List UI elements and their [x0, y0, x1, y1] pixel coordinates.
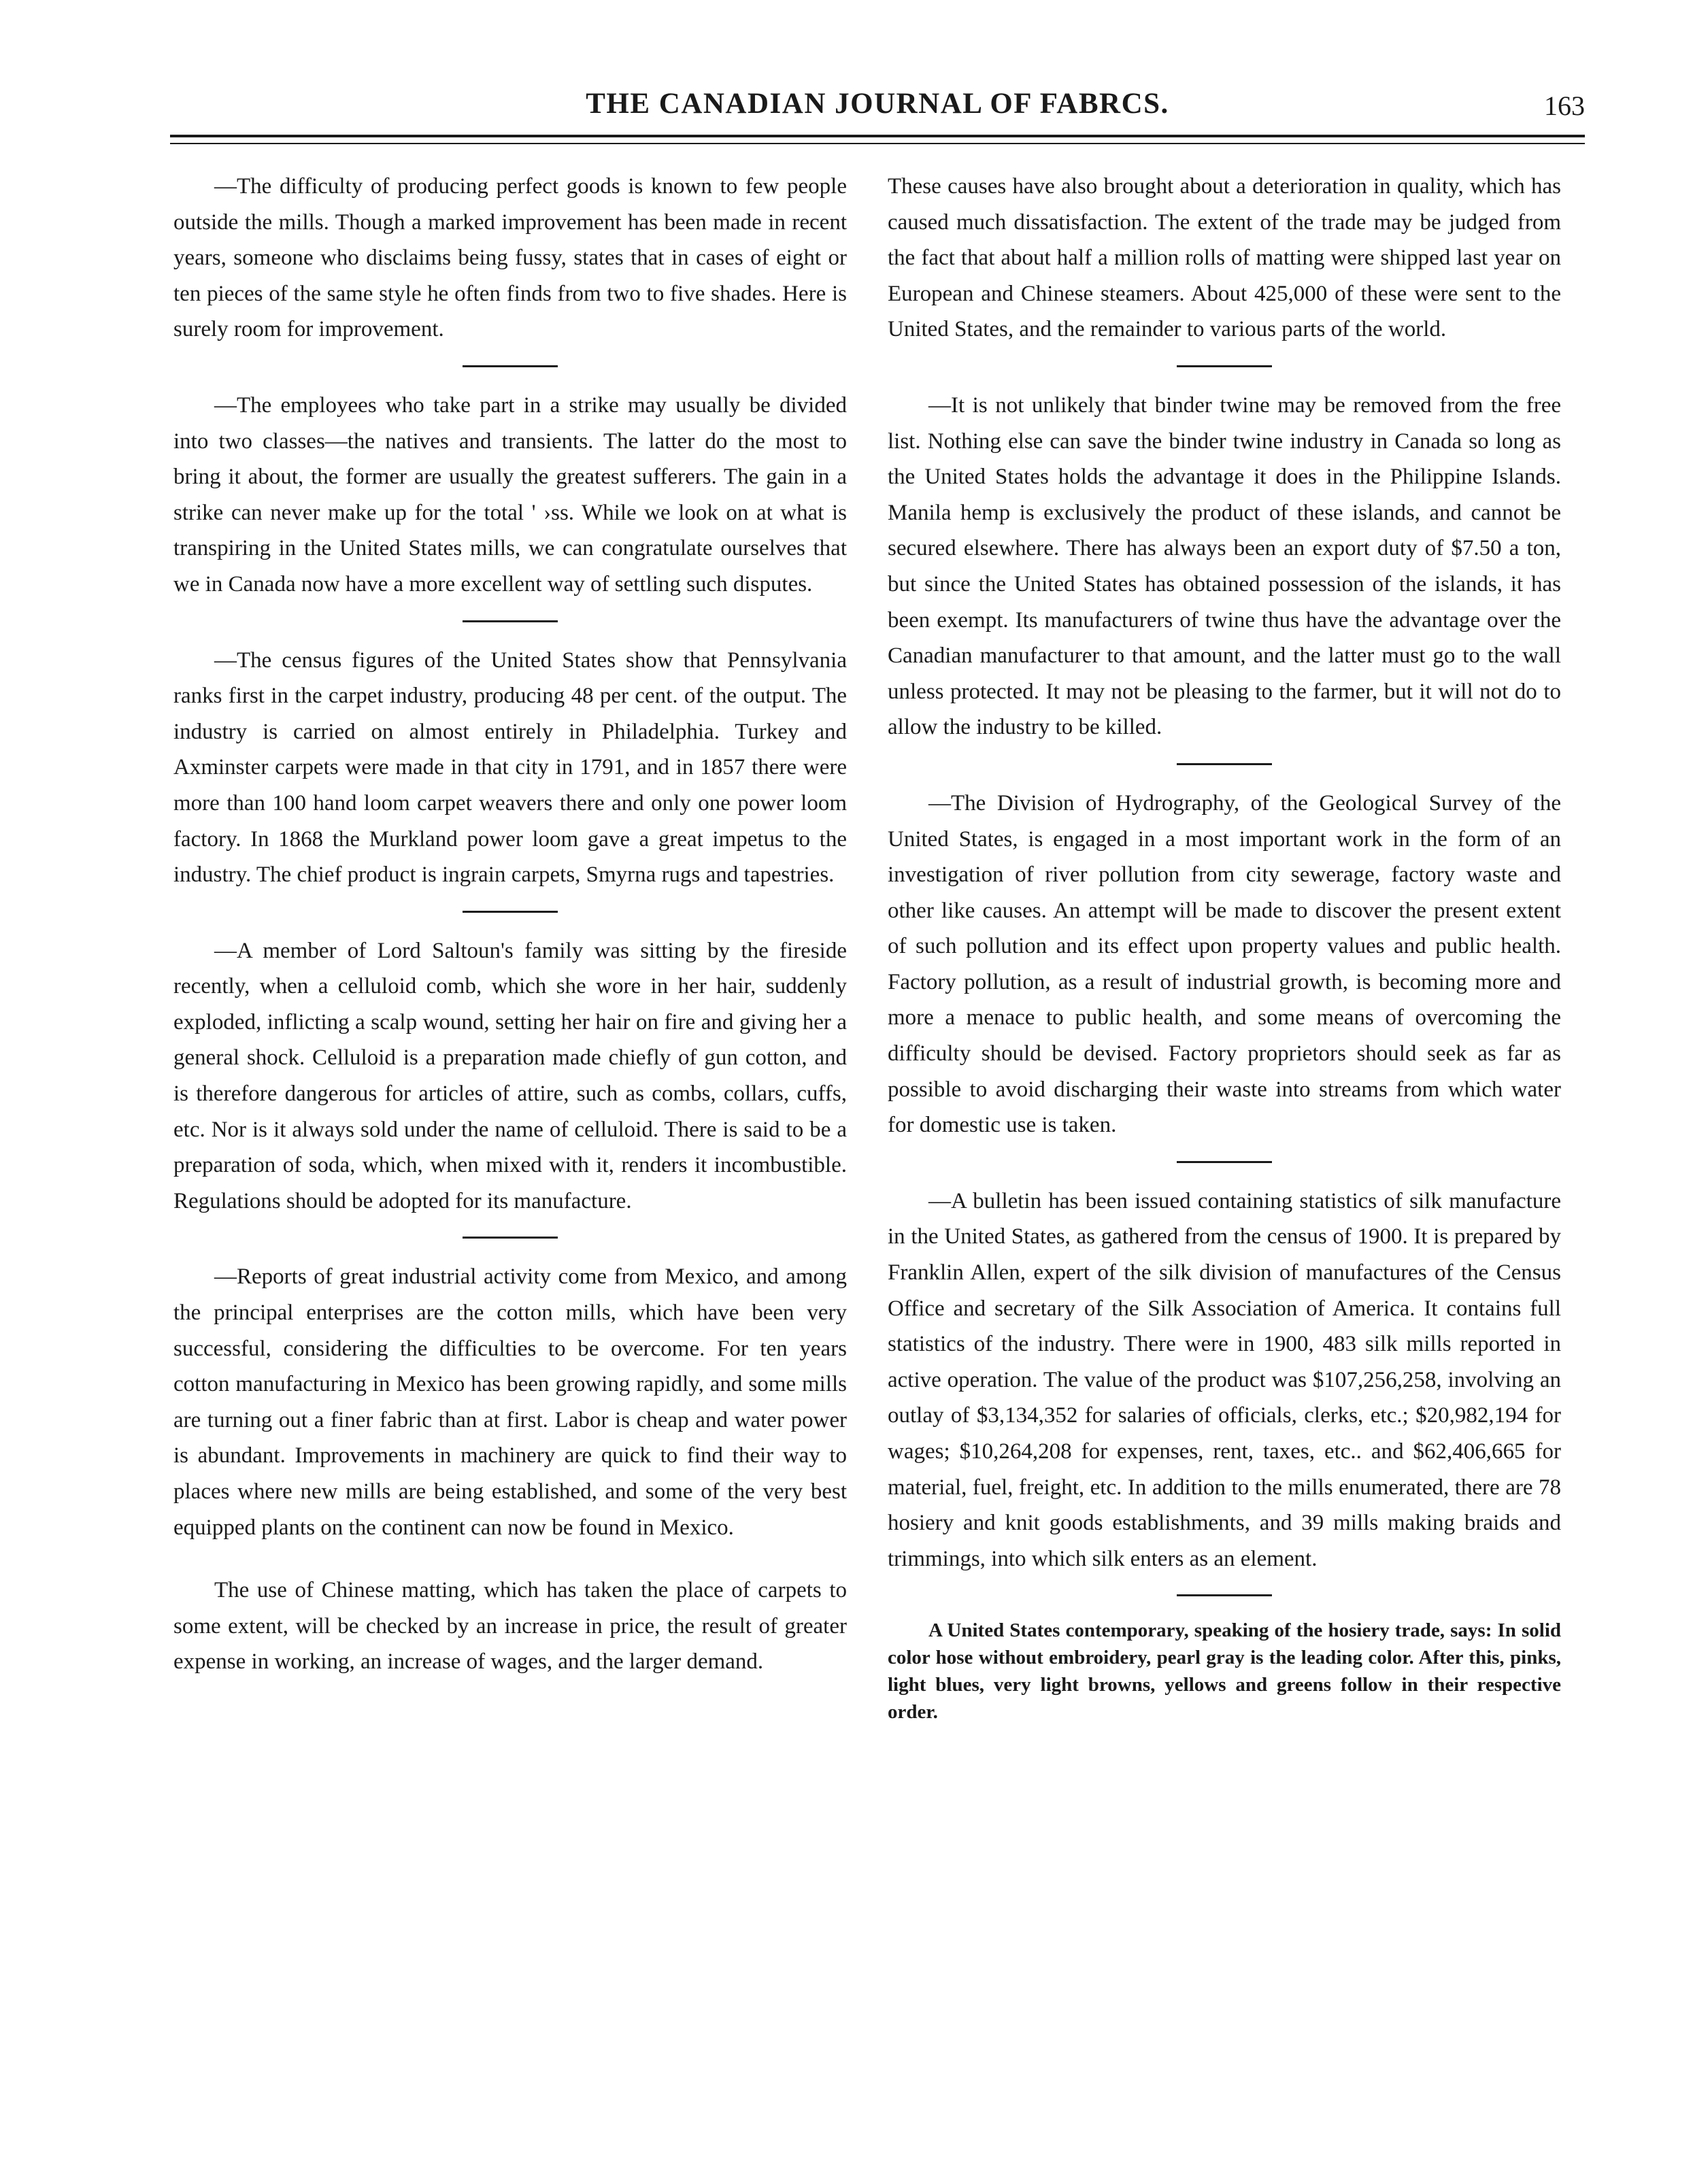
paragraph-mexico-mills: —Reports of great industrial activity come from Mexico, and among the principal enterprises are the cotton mills, which have been very successful, considering the difficulties to be overcome. For ten years cotton manufacturing in Mexico has been growing rapidly, and some mills are turning out a finer fabric than at first. Labor is cheap and water power is abundant. Improvements in machinery are quick to find their way to places where new mills are being established, and some of the very best equipped plants on the continent can now be found in Mexico. — [173, 1264, 847, 1540]
paragraph-celluloid-comb: —A member of Lord Saltoun's family was sitting by the fireside recently, when a celluloid comb, which she wore in her hair, suddenly exploded, inflicting a scalp wound, setting her hair on fire and giving her a general shock. Celluloid is a preparation made chiefly of gun cotton, and is therefore dangerous for articles of attire, such as combs, collars, cuffs, etc. Nor is it always sold under the name of celluloid. There is said to be a preparation of soda, which, when mixed with it, renders it incombustible. Regulations should be adopted for its manufacture. — [173, 938, 847, 1213]
right-column — [888, 169, 1561, 1726]
section-divider — [463, 1237, 558, 1239]
left-column — [173, 169, 847, 1680]
paragraph-matting-continued: These causes have also brought about a deterioration in quality, which has caused much dissatisfaction. The extent of the trade may be judged from the fact that about half a million rolls of matting were shipped last year on European and Chinese steamers. About 425,000 of these were sent to the United States, and the remainder to various parts of the world. — [888, 174, 1561, 342]
section-divider — [1177, 1161, 1272, 1163]
journal-title: THE CANADIAN JOURNAL OF FABRCS. — [586, 88, 1169, 120]
section-divider — [463, 911, 558, 913]
paragraph-carpet-census: —The census figures of the United States show that Pennsylvania ranks first in the carpet industry, producing 48 per cent. of the output. The industry is carried on almost entirely in Philadelphia. Turkey and Axminster carpets were made in that city in 1791, and in 1857 there were more than 100 hand loom carpet weavers there and only one power loom factory. In 1868 the Murkland power loom gave a great impetus to the industry. The chief product is ingrain carpets, Smyrna rugs and tapestries. — [173, 648, 847, 888]
page-header — [170, 87, 1585, 135]
header-rule-thin — [170, 143, 1585, 144]
section-divider — [463, 365, 558, 367]
section-divider — [1177, 1594, 1272, 1596]
paragraph-chinese-matting: The use of Chinese matting, which has taken the place of carpets to some extent, will be checked by an increase in price, the result of greater expense in working, an increase of wages, and the larger demand. — [173, 1578, 847, 1675]
paragraph-strike-employees: —The employees who take part in a strike may usually be divided into two classes—the natives and transients. The latter do the most to bring it about, the former are usually the greatest sufferers. The gain in a strike can never make up for the total ' ›ss. While we look on at what is transpiring in the United States mills, we can congratulate ourselves that we in Canada now have a more excellent way of settling such disputes. — [173, 392, 847, 597]
section-divider — [1177, 763, 1272, 765]
paragraph-binder-twine: —It is not unlikely that binder twine may be removed from the free list. Nothing else can save the binder twine industry in Canada so long as the United States holds the advantage it does in the Philippine Islands. Manila hemp is exclusively the product of these islands, and cannot be secured elsewhere. There has always been an export duty of $7.50 a ton, but since the United States has obtained possession of the islands, it has been exempt. Its manufacturers of twine thus have the advantage over the Canadian manufacturer to that amount, and the latter must go to the wall unless protected. It may not be pleasing to the farmer, but it will not do to allow the industry to be killed. — [888, 392, 1561, 740]
paragraph-perfect-goods: —The difficulty of producing perfect goods is known to few people outside the mills. Though a marked improvement has been made in recent years, someone who disclaims being fussy, states that in cases of eight or ten pieces of the same style he often finds from two to five shades. Here is surely room for improvement. — [173, 174, 847, 342]
page-number: 163 — [1544, 90, 1585, 121]
paragraph-hydrography: —The Division of Hydrography, of the Geological Survey of the United States, is engaged in a most important work in the form of an investigation of river pollution from city sewerage, factory waste and other like causes. An attempt will be made to discover the present extent of such pollution and its effect upon property values and public health. Factory pollution, as a result of industrial growth, is becoming more and more a menace to public health, and some means of overcoming the difficulty should be devised. Factory proprietors should seek as far as possible to avoid discharging their waste into streams from which water for domestic use is taken. — [888, 790, 1561, 1138]
paragraph-silk-bulletin: —A bulletin has been issued containing statistics of silk manufacture in the United States, as gathered from the census of 1900. It is prepared by Franklin Allen, expert of the silk division of manufactures of the Census Office and secretary of the Silk Association of America. It contains full statistics of the industry. There were in 1900, 483 silk mills reported in active operation. The value of the product was $107,256,258, involving an outlay of $3,134,352 for salaries of officials, clerks, etc.; $20,982,194 for wages; $10,264,208 for expenses, rent, taxes, etc.. and $62,406,665 for material, fuel, freight, etc. In addition to the mills enumerated, there are 78 hosiery and knit goods establishments, and 39 mills making braids and trimmings, into which silk enters as an element. — [888, 1188, 1561, 1571]
paragraph-hosiery-note: A United States contemporary, speaking of the hosiery trade, says: In solid color hose without embroidery, pearl gray is the leading color. After this, pinks, light blues, very light browns, yellows and greens follow in their respective order. — [888, 1619, 1561, 1724]
section-divider — [1177, 365, 1272, 367]
section-divider — [463, 620, 558, 622]
header-rule-thick — [170, 135, 1585, 137]
